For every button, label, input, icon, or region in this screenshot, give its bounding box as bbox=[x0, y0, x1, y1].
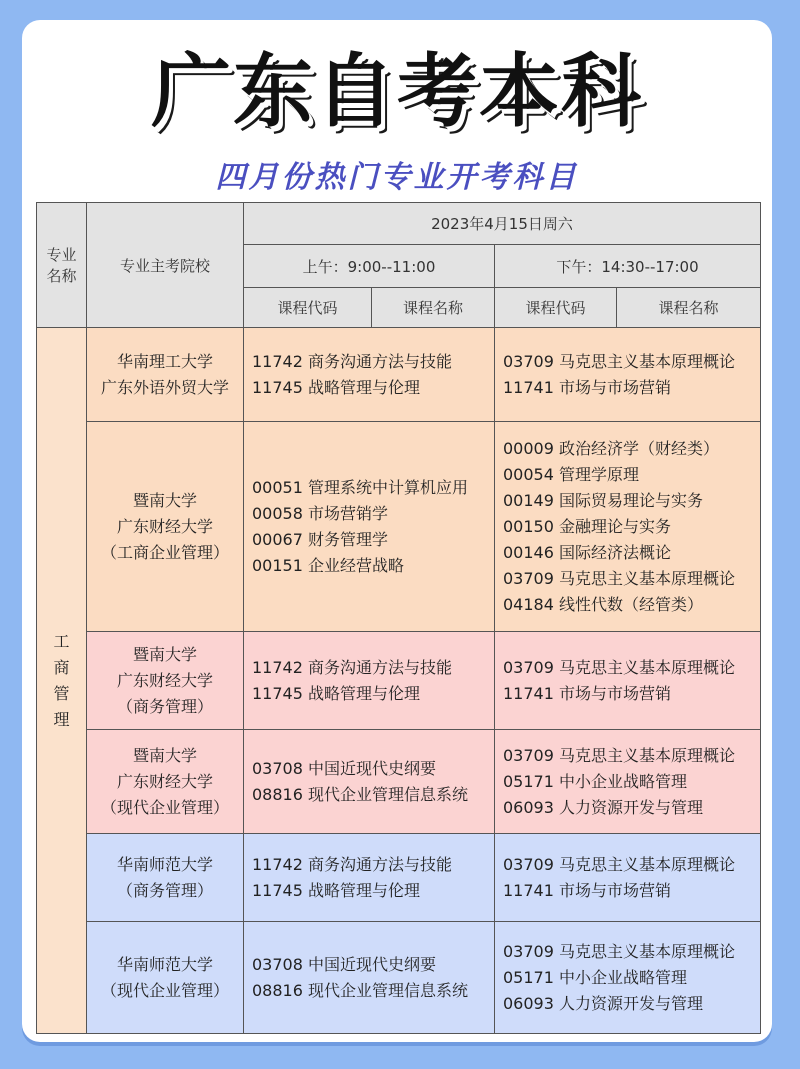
course-item: 04184 线性代数（经管类） bbox=[503, 594, 703, 614]
course-item: 00067 财务管理学 bbox=[252, 529, 388, 549]
course-item: 08816 现代企业管理信息系统 bbox=[252, 980, 468, 1000]
course-item: 06093 人力资源开发与管理 bbox=[503, 993, 703, 1013]
afternoon-courses bbox=[495, 922, 761, 1034]
course-item: 11741 市场与市场营销 bbox=[503, 683, 671, 703]
course-item: 00151 企业经营战略 bbox=[252, 555, 404, 575]
table-row bbox=[37, 328, 761, 422]
page-subtitle bbox=[208, 158, 587, 198]
school-line: （现代企业管理） bbox=[100, 797, 229, 817]
course-item: 08816 现代企业管理信息系统 bbox=[252, 784, 468, 804]
course-item: 11742 商务沟通方法与技能 bbox=[252, 854, 452, 874]
table-row bbox=[37, 922, 761, 1034]
school-line: 暨南大学 bbox=[132, 490, 197, 510]
header-pm-code: 课程代码 bbox=[495, 288, 617, 328]
school-cell bbox=[87, 422, 244, 632]
morning-courses bbox=[244, 730, 495, 834]
course-item: 11742 商务沟通方法与技能 bbox=[252, 657, 452, 677]
course-item: 11741 市场与市场营销 bbox=[503, 880, 671, 900]
morning-courses bbox=[244, 422, 495, 632]
school-line: 华南师范大学 bbox=[116, 954, 213, 974]
school-line: 广东财经大学 bbox=[116, 670, 213, 690]
school-cell bbox=[87, 328, 244, 422]
course-item: 03709 马克思主义基本原理概论 bbox=[503, 941, 735, 961]
course-item: 03708 中国近现代史纲要 bbox=[252, 954, 436, 974]
afternoon-courses bbox=[495, 834, 761, 922]
course-item: 00058 市场营销学 bbox=[252, 503, 388, 523]
header-afternoon: 下午：14:30--17:00 bbox=[495, 245, 761, 288]
school-cell bbox=[87, 730, 244, 834]
school-line: （工商企业管理） bbox=[100, 542, 229, 562]
course-item: 11745 战略管理与伦理 bbox=[252, 683, 420, 703]
school-line: 华南师范大学 bbox=[116, 854, 213, 874]
course-item: 03709 马克思主义基本原理概论 bbox=[503, 854, 735, 874]
afternoon-courses bbox=[495, 730, 761, 834]
subtitle-wrap bbox=[22, 158, 772, 198]
course-item: 00149 国际贸易理论与实务 bbox=[503, 490, 703, 510]
course-item: 11741 市场与市场营销 bbox=[503, 377, 671, 397]
school-cell bbox=[87, 834, 244, 922]
school-cell bbox=[87, 632, 244, 730]
school-line: 广东财经大学 bbox=[116, 516, 213, 536]
table-row bbox=[37, 422, 761, 632]
header-pm-name: 课程名称 bbox=[617, 288, 761, 328]
school-line: 华南理工大学 bbox=[116, 351, 213, 371]
course-item: 06093 人力资源开发与管理 bbox=[503, 797, 703, 817]
course-item: 00054 管理学原理 bbox=[503, 464, 639, 484]
morning-courses bbox=[244, 328, 495, 422]
table-row bbox=[37, 632, 761, 730]
course-item: 03709 马克思主义基本原理概论 bbox=[503, 351, 735, 371]
afternoon-courses bbox=[495, 422, 761, 632]
major-cell: 工 商 管 理 bbox=[37, 328, 87, 1034]
course-item: 11742 商务沟通方法与技能 bbox=[252, 351, 452, 371]
page-title: 广东自考本科 bbox=[151, 45, 643, 138]
course-item: 03709 马克思主义基本原理概论 bbox=[503, 568, 735, 588]
header-date: 2023年4月15日周六 bbox=[244, 203, 761, 245]
afternoon-courses bbox=[495, 632, 761, 730]
morning-courses bbox=[244, 632, 495, 730]
course-item: 00146 国际经济法概论 bbox=[503, 542, 671, 562]
school-line: 广东财经大学 bbox=[116, 771, 213, 791]
course-item: 05171 中小企业战略管理 bbox=[503, 771, 687, 791]
header-school: 专业主考院校 bbox=[87, 203, 244, 328]
afternoon-courses bbox=[495, 328, 761, 422]
morning-courses bbox=[244, 834, 495, 922]
header-am-name: 课程名称 bbox=[372, 288, 495, 328]
table-row bbox=[37, 834, 761, 922]
course-item: 05171 中小企业战略管理 bbox=[503, 967, 687, 987]
school-line: 广东外语外贸大学 bbox=[100, 377, 229, 397]
morning-courses bbox=[244, 922, 495, 1034]
poster-card bbox=[22, 20, 772, 1042]
school-line: 暨南大学 bbox=[132, 644, 197, 664]
course-item: 03709 马克思主义基本原理概论 bbox=[503, 745, 735, 765]
header-am-code: 课程代码 bbox=[244, 288, 372, 328]
subtitle-text: 四月份热门专业开考科目 bbox=[215, 160, 579, 195]
table-body bbox=[37, 328, 761, 1034]
school-line: （商务管理） bbox=[116, 696, 213, 716]
course-item: 03709 马克思主义基本原理概论 bbox=[503, 657, 735, 677]
school-line: （商务管理） bbox=[116, 880, 213, 900]
course-item: 00009 政治经济学（财经类） bbox=[503, 438, 719, 458]
course-item: 00051 管理系统中计算机应用 bbox=[252, 477, 468, 497]
header-major bbox=[37, 203, 87, 328]
course-item: 00150 金融理论与实务 bbox=[503, 516, 671, 536]
school-line: 暨南大学 bbox=[132, 745, 197, 765]
exam-table bbox=[36, 202, 761, 1034]
course-item: 11745 战略管理与伦理 bbox=[252, 880, 420, 900]
school-line: （现代企业管理） bbox=[100, 980, 229, 1000]
table-row bbox=[37, 730, 761, 834]
header-morning: 上午：9:00--11:00 bbox=[244, 245, 495, 288]
school-cell bbox=[87, 922, 244, 1034]
header-major-text: 专业 名称 bbox=[46, 246, 77, 285]
course-item: 03708 中国近现代史纲要 bbox=[252, 758, 436, 778]
course-item: 11745 战略管理与伦理 bbox=[252, 377, 420, 397]
